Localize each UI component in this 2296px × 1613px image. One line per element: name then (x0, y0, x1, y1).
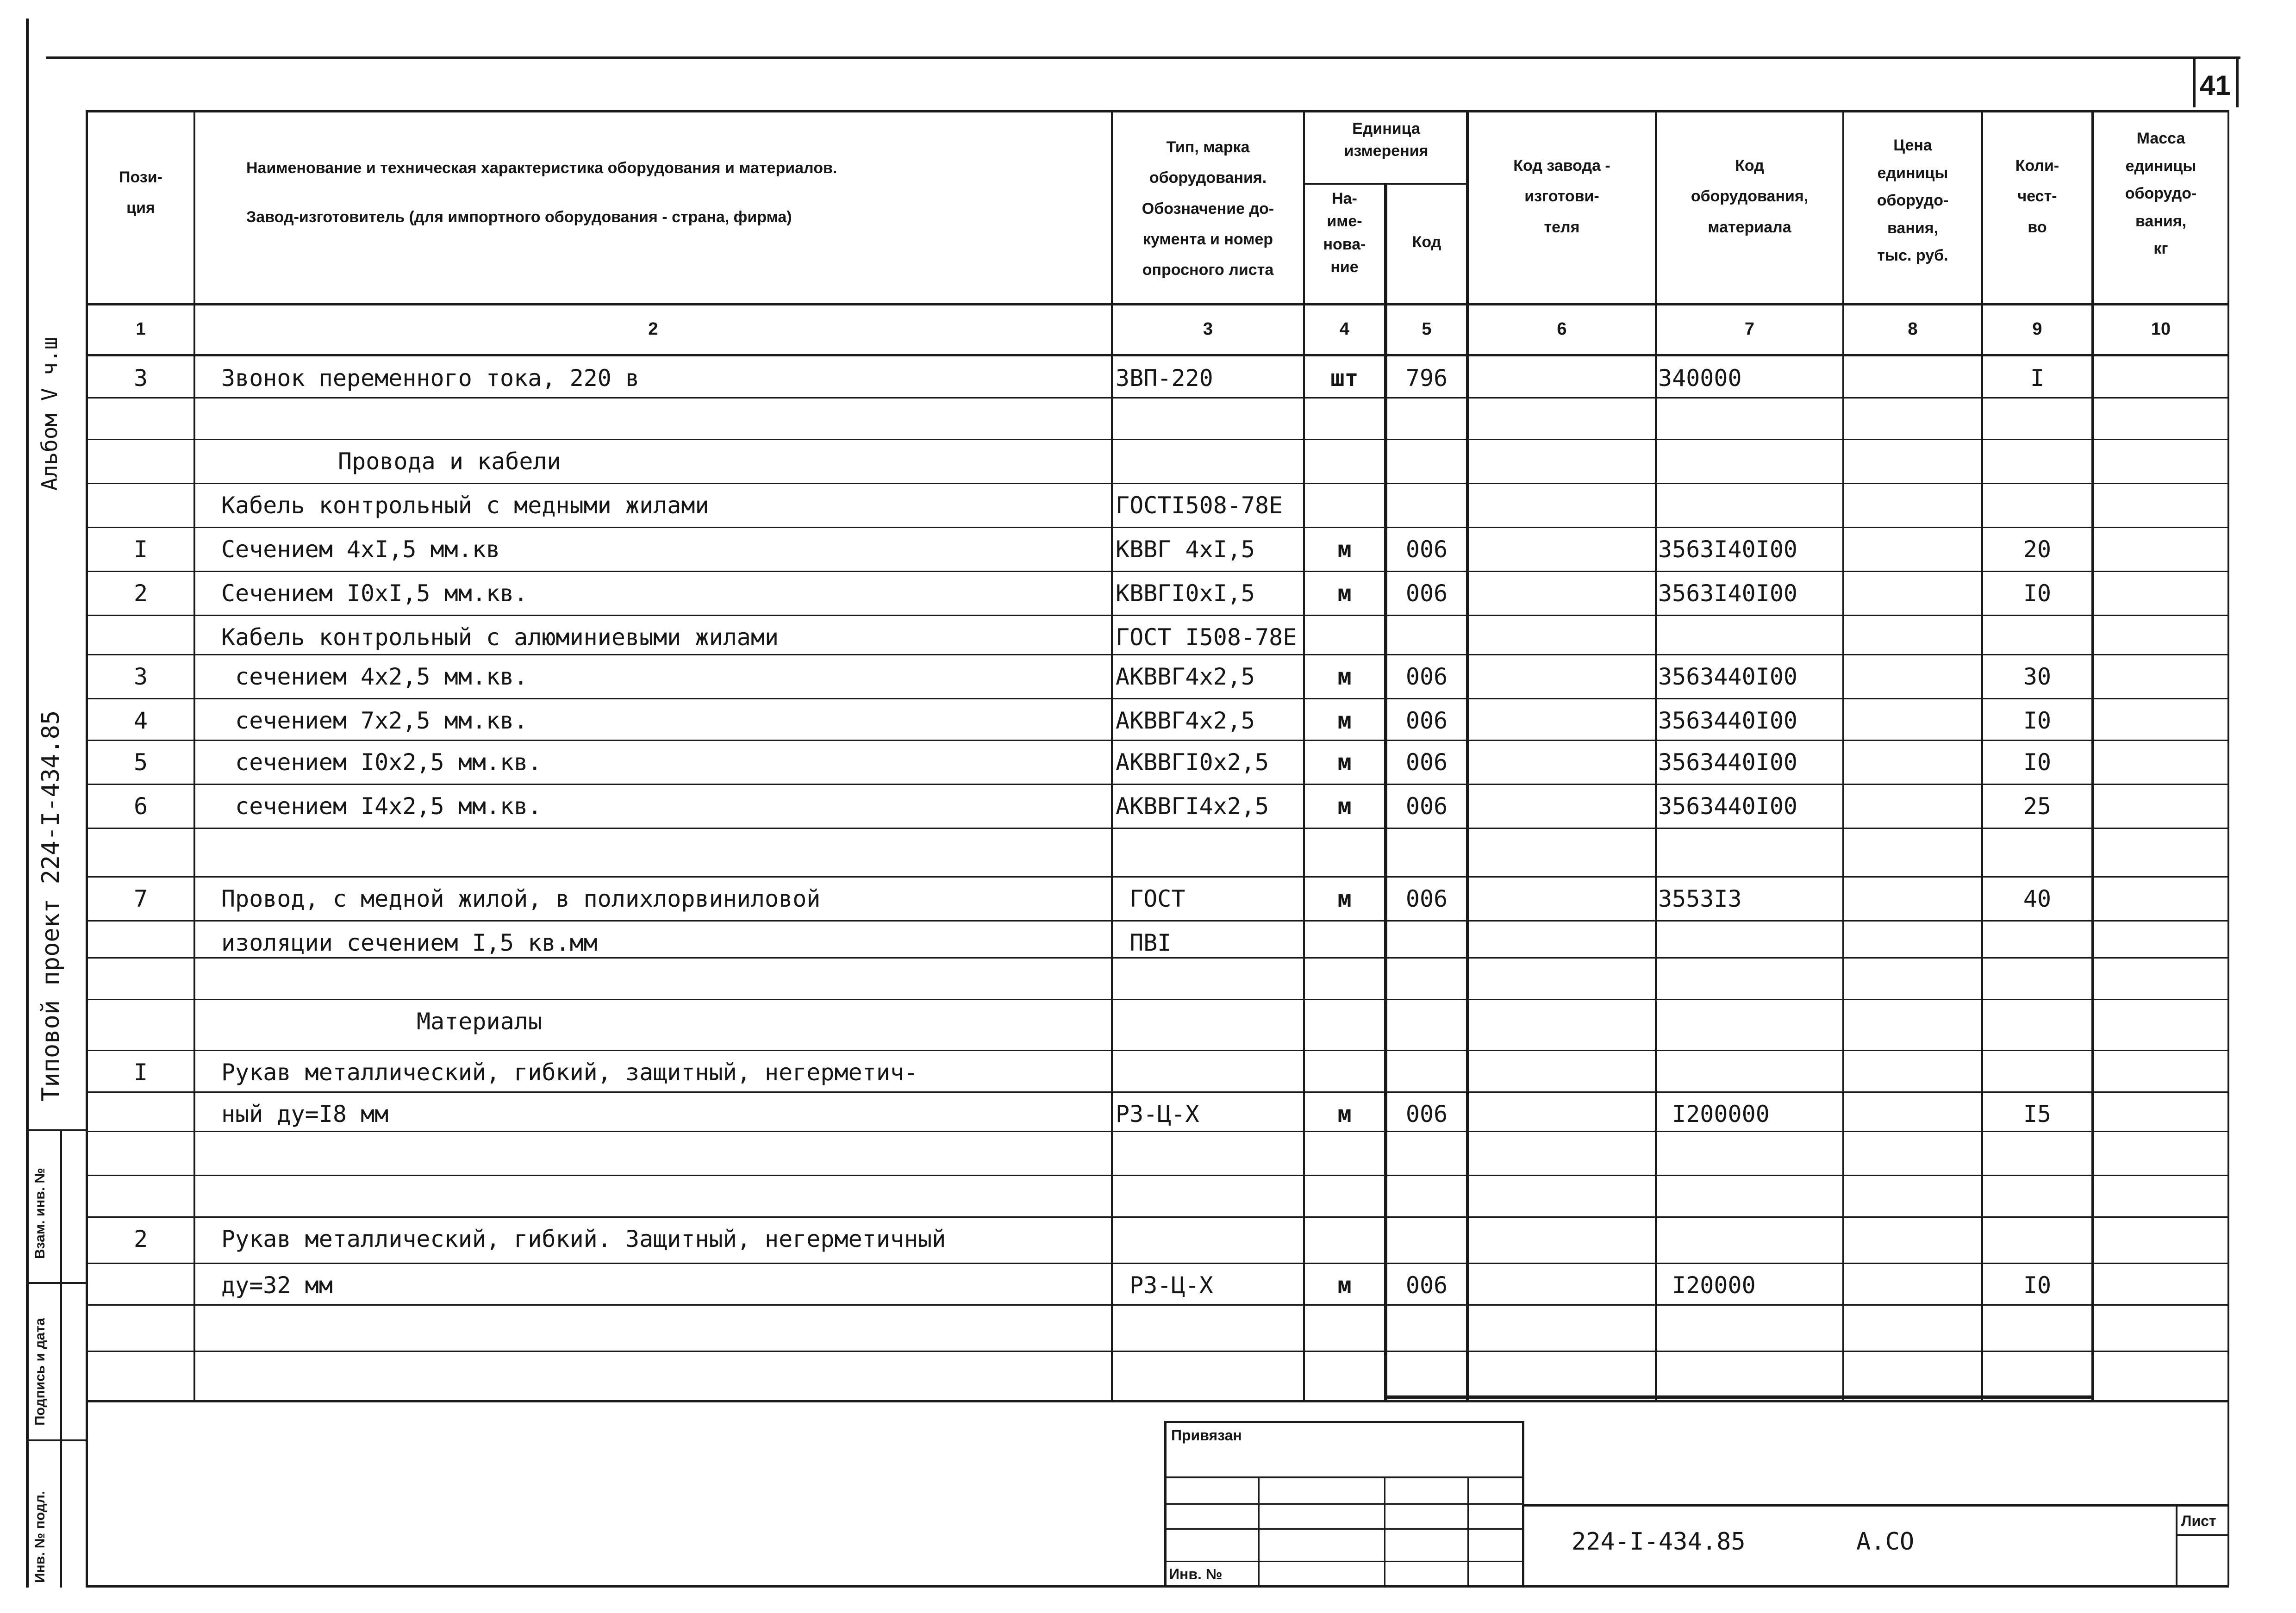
row-divider (86, 527, 2229, 528)
bound-label: Привязан (1171, 1427, 1242, 1444)
row-divider (86, 999, 2229, 1000)
cell-material-code: 3563I40I00 (1658, 536, 1798, 563)
cell-unit-code: 006 (1405, 749, 1448, 776)
cell-name: ный ду=I8 мм (221, 1101, 389, 1127)
cell-position: 3 (133, 663, 148, 690)
cell-quantity: 25 (2023, 793, 2052, 820)
tb-sheet-col (2176, 1504, 2177, 1588)
tb-row1 (1164, 1476, 1523, 1478)
cell-position: 3 (133, 365, 148, 392)
header-position-text: Пози- ция (119, 168, 162, 217)
col-line-1 (193, 110, 195, 1401)
cell-name: Сечением I0хI,5 мм.кв. (221, 580, 528, 607)
row-divider (86, 1216, 2229, 1218)
cell-position: 7 (133, 885, 148, 912)
row-divider (86, 1175, 2229, 1176)
cell-name: сечением 7х2,5 мм.кв. (221, 707, 528, 734)
stamp-divider (26, 1282, 86, 1284)
table-bottom-line (86, 1400, 2229, 1402)
cell-name: Рукав металлический, гибкий, защитный, негерметич- (221, 1059, 918, 1086)
tb-sheet-row (2176, 1534, 2229, 1536)
header-position (88, 162, 193, 224)
cell-type: ГОСТI508-78Е (1116, 492, 1283, 519)
cell-position: 2 (133, 1226, 148, 1252)
row-divider (86, 920, 2229, 922)
cell-quantity: 30 (2023, 663, 2052, 690)
cell-material-code: 3563440I00 (1658, 707, 1798, 734)
colnum-9: 9 (2032, 319, 2042, 339)
cell-type: РЗ-Ц-Х (1116, 1101, 1199, 1127)
header-factory-code-text: Код завода - изготови- теля (1513, 157, 1610, 236)
row-divider (86, 828, 2229, 829)
header-factory-code (1469, 150, 1655, 243)
project-label: Типовой проект 224-I-434.85 (37, 710, 65, 1102)
row-divider (86, 615, 2229, 616)
cell-type: АКВВГI0х2,5 (1116, 749, 1269, 776)
cell-name: Кабель контрольный с медными жилами (221, 492, 709, 519)
cell-type: ГОСТ (1116, 885, 1185, 912)
row-divider (86, 654, 2229, 655)
header-unit-text: Единица измерения (1344, 120, 1429, 160)
doc-code: 224-I-434.85 (1572, 1528, 1746, 1556)
header-unit-name-text: На- имe- нова- ние (1323, 190, 1366, 276)
stamp-column-line (60, 1129, 62, 1588)
header-type-text: Тип, марка оборудования. Обозначение до- кумента и номер опросного листа (1142, 138, 1274, 279)
cell-name: сечением I0х2,5 мм.кв. (221, 749, 542, 776)
row-divider (86, 957, 2229, 959)
cell-material-code: I200000 (1658, 1101, 1770, 1127)
table-bold-bottom (1384, 1395, 2094, 1399)
cell-quantity: I0 (2023, 1272, 2052, 1299)
cell-unit-name: м (1337, 885, 1352, 912)
stamp-divider (26, 1439, 86, 1441)
col-line-5 (1466, 110, 1469, 1401)
cell-position: I (133, 536, 148, 563)
colnum-10: 10 (2151, 319, 2171, 339)
tb-col2 (1384, 1476, 1385, 1588)
cell-type: ГОСТ I508-78Е (1116, 624, 1297, 651)
colnum-2: 2 (648, 319, 658, 339)
colnum-1: 1 (136, 319, 146, 339)
stamp-signature-date: Подпись и дата (32, 1318, 48, 1426)
cell-quantity: I0 (2023, 580, 2052, 607)
cell-unit-code: 006 (1405, 1101, 1448, 1127)
cell-quantity: I5 (2023, 1101, 2052, 1127)
top-border (46, 56, 2240, 59)
colnum-4: 4 (1339, 319, 1350, 339)
header-material-code-text: Код оборудования, материала (1691, 157, 1809, 236)
tb-row3 (1164, 1528, 1523, 1530)
header-price-text: Цена единицы оборудо- вания, тыс. руб. (1877, 137, 1949, 264)
frame-bottom (86, 1585, 2229, 1588)
row-divider (86, 1304, 2229, 1306)
cell-unit-code: 006 (1405, 663, 1448, 690)
cell-material-code: 3563440I00 (1658, 663, 1798, 690)
tb-row4 (1164, 1561, 1523, 1562)
header-material-code (1657, 150, 1842, 243)
cell-unit-name: м (1337, 536, 1352, 563)
cell-material-code: 340000 (1658, 365, 1742, 392)
header-unit-code (1387, 227, 1466, 257)
row-divider (86, 1351, 2229, 1352)
sheet-number-top: 41 (2200, 70, 2231, 101)
cell-quantity: 40 (2023, 885, 2052, 912)
cell-unit-code: 006 (1405, 793, 1448, 820)
cell-name: Сечением 4хI,5 мм.кв (221, 536, 500, 563)
row-divider (86, 740, 2229, 741)
header-qty (1983, 150, 2091, 243)
cell-unit-name: м (1337, 749, 1352, 776)
inv-label: Инв. № (1169, 1566, 1223, 1582)
cell-type: АКВВГ4х2,5 (1116, 707, 1255, 734)
tb-top (1164, 1421, 1523, 1423)
table-top-line (86, 110, 2229, 112)
cell-position: 6 (133, 793, 148, 820)
cell-name: Провода и кабели (338, 448, 561, 475)
col-line-2 (1111, 110, 1113, 1401)
col-line-9 (2091, 110, 2094, 1401)
binding-line (26, 19, 29, 1588)
header-qty-text: Коли- чест- во (2015, 157, 2059, 236)
tb-row2 (1164, 1503, 1523, 1505)
stamp-replacement-inv: Взам. инв. № (32, 1168, 48, 1259)
cell-type: ЗВП-220 (1116, 365, 1213, 392)
row-divider (86, 483, 2229, 484)
cell-type: КВВГI0хI,5 (1116, 580, 1255, 607)
cell-type: АКВВГI4х2,5 (1116, 793, 1269, 820)
cell-name: Кабель контрольный с алюминиевыми жилами (221, 624, 779, 651)
cell-type: КВВГ 4хI,5 (1116, 536, 1255, 563)
cell-unit-code: 006 (1405, 1272, 1448, 1299)
cell-quantity: I0 (2023, 707, 2052, 734)
col-line-6 (1655, 110, 1657, 1401)
cell-name: Рукав металлический, гибкий. Защитный, негерметичный (221, 1226, 946, 1252)
sheet-label: Лист (2181, 1513, 2216, 1529)
cell-name: Звонок переменного тока, 220 в (221, 365, 640, 392)
header-unit-name (1305, 187, 1384, 279)
cell-name: сечением 4х2,5 мм.кв. (221, 663, 528, 690)
tb-col3 (1467, 1476, 1469, 1588)
cell-quantity: I (2030, 365, 2045, 392)
row-divider (86, 1091, 2229, 1093)
row-divider (86, 1131, 2229, 1132)
row-divider (86, 784, 2229, 785)
header-name-line1: Наименование и техническая характеристика оборудования и материалов. (246, 159, 837, 177)
tb-col1 (1258, 1476, 1260, 1588)
row-divider (86, 1050, 2229, 1051)
row-divider (86, 439, 2229, 440)
cell-unit-code: 006 (1405, 536, 1448, 563)
cell-name: сечением I4х2,5 мм.кв. (221, 793, 542, 820)
colnum-5: 5 (1422, 319, 1432, 339)
col-line-10 (2227, 110, 2229, 878)
cell-position: 2 (133, 580, 148, 607)
sheet-number-box-left (2193, 56, 2196, 107)
stamp-inv-podl: Инв. № подл. (32, 1490, 48, 1583)
cell-unit-name: м (1337, 1272, 1352, 1299)
cell-material-code: 3563440I00 (1658, 749, 1798, 776)
colnum-bottom-line (86, 354, 2229, 356)
colnum-3: 3 (1203, 319, 1213, 339)
row-divider (86, 698, 2229, 699)
cell-unit-name: шт (1330, 365, 1359, 392)
cell-unit-name: м (1337, 707, 1352, 734)
cell-name: изоляции сечением I,5 кв.мм (221, 929, 598, 956)
stamp-divider (26, 1129, 86, 1131)
cell-name: Материалы (417, 1008, 542, 1035)
cell-material-code: 3563440I00 (1658, 793, 1798, 820)
col-line-4 (1384, 183, 1387, 1402)
cell-material-code: I20000 (1658, 1272, 1756, 1299)
cell-unit-code: 796 (1405, 365, 1448, 392)
header-type (1113, 132, 1303, 285)
cell-unit-code: 006 (1405, 580, 1448, 607)
cell-type: ПВI (1116, 929, 1172, 956)
cell-unit-name: м (1337, 663, 1352, 690)
colnum-7: 7 (1744, 319, 1755, 339)
cell-unit-code: 006 (1405, 885, 1448, 912)
row-divider (86, 876, 2229, 878)
tb-main-top (1522, 1504, 2229, 1507)
header-unit (1305, 118, 1467, 162)
cell-unit-code: 006 (1405, 707, 1448, 734)
cell-material-code: 3553I3 (1658, 885, 1742, 912)
cell-unit-name: м (1337, 793, 1352, 820)
sheet-code: А.СО (1856, 1528, 1915, 1556)
sheet-number-box-right (2236, 56, 2239, 107)
header-unit-code-text: Код (1412, 233, 1441, 251)
cell-material-code: 3563I40I00 (1658, 580, 1798, 607)
cell-type: РЗ-Ц-Х (1116, 1272, 1213, 1299)
cell-type: АКВВГ4х2,5 (1116, 663, 1255, 690)
header-bottom-line (86, 303, 2229, 305)
cell-position: 4 (133, 707, 148, 734)
header-name (195, 153, 1111, 233)
frame-right (2227, 877, 2229, 1585)
cell-position: 5 (133, 749, 148, 776)
row-divider (86, 1263, 2229, 1264)
cell-position: I (133, 1059, 148, 1086)
cell-unit-name: м (1337, 580, 1352, 607)
header-price (1844, 132, 1981, 270)
colnum-6: 6 (1557, 319, 1567, 339)
header-mass-text: Масса единицы оборудо- вания, кг (2125, 130, 2197, 257)
cell-name: ду=32 мм (221, 1272, 333, 1299)
cell-unit-name: м (1337, 1101, 1352, 1127)
header-name-line2: Завод-изготовитель (для импортного оборудования - страна, фирма) (246, 208, 792, 226)
row-divider (86, 397, 2229, 399)
row-divider (86, 571, 2229, 572)
cell-name: Провод, с медной жилой, в полихлорвиниловой (221, 885, 821, 912)
cell-quantity: 20 (2023, 536, 2052, 563)
album-label: Альбом V ч.ш (37, 336, 62, 491)
col-line-7 (1842, 110, 1844, 1401)
cell-quantity: I0 (2023, 749, 2052, 776)
colnum-8: 8 (1908, 319, 1918, 339)
header-mass (2094, 125, 2227, 263)
